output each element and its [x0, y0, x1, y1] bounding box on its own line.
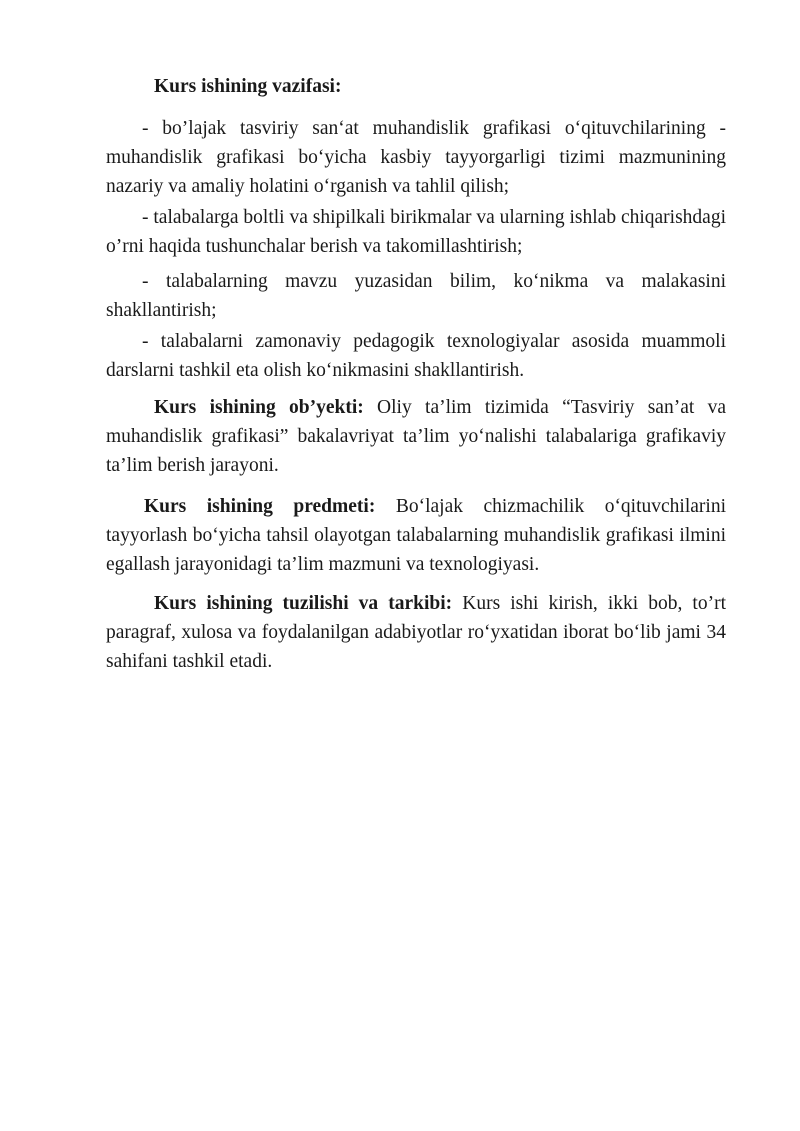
object-label: Kurs ishining ob’yekti: [154, 397, 364, 418]
subject-label: Kurs ishining predmeti: [144, 496, 376, 517]
task-item-4: - talabalarni zamonaviy pedagogik texnologiyalar asosida muammoli darslarni tashkil eta olish ko‘nikmasini shakllantirish. [106, 331, 726, 381]
object-text: Oliy ta’lim tizimida “Tasviriy san’at va muhandislik grafikasi” bakalavriyat ta’lim yo‘nalishi talabalariga grafikaviy ta’lim berish jarayoni. [106, 397, 726, 476]
tasks-heading: Kurs ishining vazifasi: [154, 76, 342, 97]
structure-label: Kurs ishining tuzilishi va tarkibi: [154, 593, 453, 614]
structure-paragraph [106, 589, 726, 676]
object-paragraph [106, 393, 726, 480]
task-item-2: - talabalarga boltli va shipilkali birikmalar va ularning ishlab chiqarishdagi o’rni haqida tushunchalar berish va takomillashtirish; [106, 207, 726, 257]
structure-text: Kurs ishi kirish, ikki bob, to’rt paragraf, xulosa va foydalanilgan adabiyotlar ro‘yxatidan iborat bo‘lib jami 34 sahifani tashkil etadi. [106, 593, 726, 672]
task-item-3: - talabalarning mavzu yuzasidan bilim, ko‘nikma va malakasini shakllantirish; [106, 271, 726, 321]
document-body [106, 68, 726, 676]
subject-text: Bo‘lajak chizmachilik o‘qituvchilarini tayyorlash bo‘yicha tahsil olayotgan talabalarning muhandislik grafikasi ilmini egallash jarayonidagi ta’lim mazmuni va texnologiyasi. [106, 496, 726, 575]
subject-paragraph [106, 492, 726, 579]
task-item-1: - bo’lajak tasviriy san‘at muhandislik grafikasi o‘qituvchilarining - muhandislik grafikasi bo‘yicha kasbiy tayyorgarligi tizimi mazmunining nazariy va amaliy holatini o‘rganish va tahlil qilish; [106, 118, 726, 197]
